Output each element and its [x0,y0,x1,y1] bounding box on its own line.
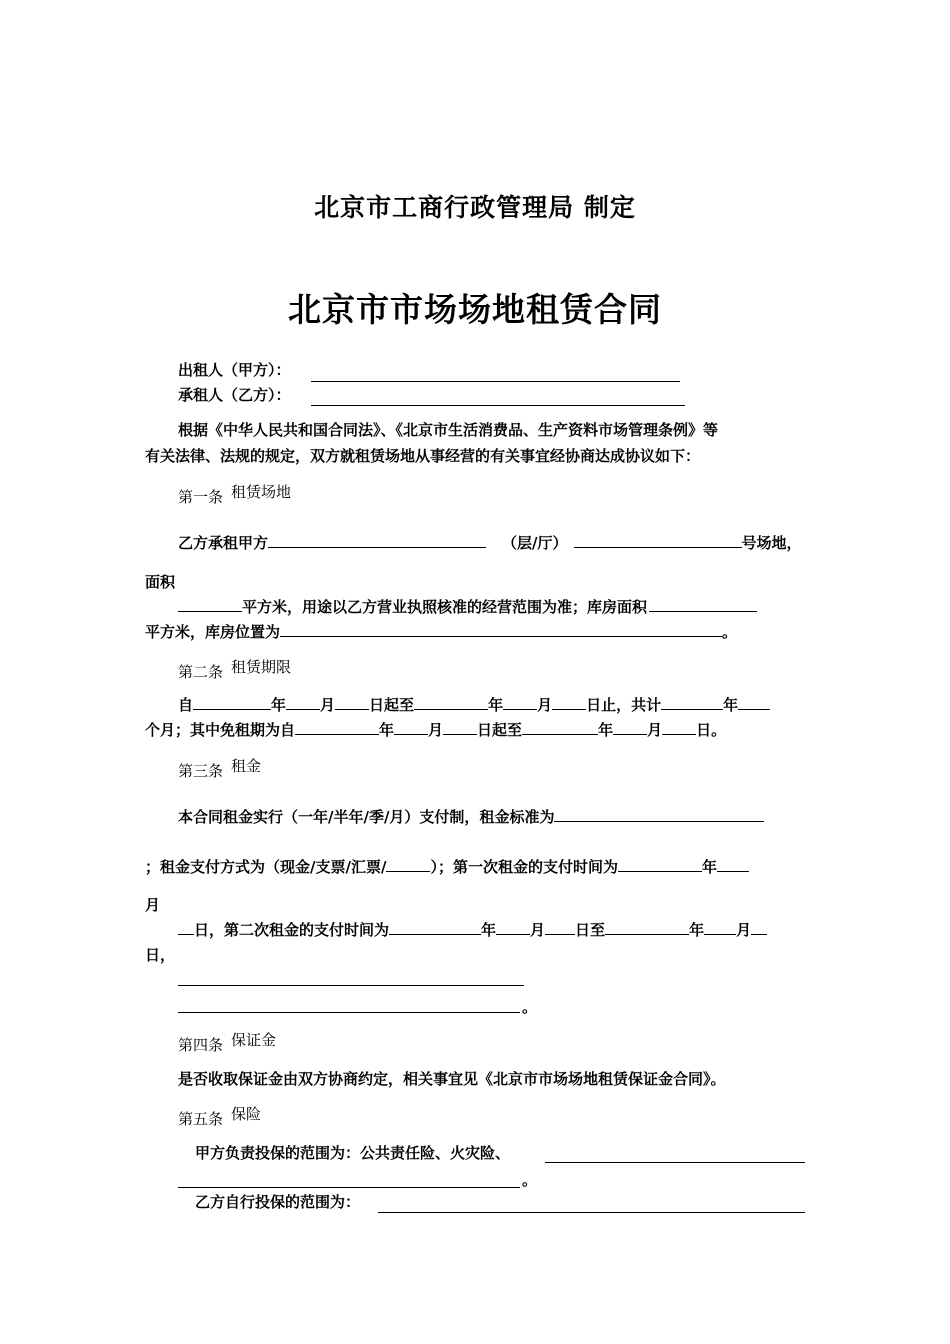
article-2-line-1: 自 年 月 日起至 年 月 日止，共计 年 [178,694,770,715]
article-3-blank-line[interactable] [178,985,524,986]
article-3-blank-line[interactable] [178,1012,520,1013]
article-3-line-5: 日， [145,946,176,964]
article-title: 租赁期限 [231,658,292,676]
article-3-line-2: ；租金支付方式为（现金/支票/汇票/ ）；第一次租金的支付时间为 年 [145,856,749,877]
intro-line-1: 根据《中华人民共和国合同法》、《北京市生活消费品、生产资料市场管理条例》等 [178,421,719,439]
article-3-line-4: 日，第二次租金的支付时间为 年 月 日至 年 月 [178,919,767,940]
article-title: 保险 [231,1105,262,1123]
floor-blank[interactable] [574,533,742,548]
party-a-insurance-blank[interactable] [545,1162,805,1163]
rent-standard-blank[interactable] [554,807,764,822]
party-b-insurance-blank[interactable] [378,1212,805,1213]
article-1-line-3: 平方米，用途以乙方营业执照核准的经营范围为准；库房面积 [178,596,757,617]
article-1-line-1: 乙方承租甲方 （层/厅） 号场地， [178,534,802,552]
lessee-blank[interactable] [311,405,685,406]
article-title: 租赁场地 [231,483,292,501]
article-5-end-mark: 。 [522,1171,538,1189]
article-1-line-2: 面积 [145,573,176,591]
article-number: 第四条 [178,1036,224,1054]
page-title: 北京市市场场地租赁合同 [288,290,662,329]
lessee-label: 承租人（乙方）： [178,386,291,404]
article-3-end-mark: 。 [522,998,538,1016]
article-4-heading [178,1031,277,1055]
article-1-line-4: 平方米，库房位置为 。 [145,623,738,641]
article-4-line-1: 是否收取保证金由双方协商约定，相关事宜见《北京市市场场地租赁保证金合同》。 [178,1070,726,1088]
article-3-line-3: 月 [145,896,161,914]
article-5-line-3: 乙方自行投保的范围为： [195,1193,361,1211]
venue-blank[interactable] [268,533,486,548]
article-1-heading [178,483,292,507]
lessor-blank[interactable] [311,381,680,382]
warehouse-location-blank[interactable] [280,622,722,637]
article-2-line-2: 个月；其中免租期为自 年 月 日起至 年 月 日。 [145,721,727,739]
warehouse-area-blank[interactable] [649,597,757,612]
lessor-label: 出租人（甲方）： [178,361,291,379]
article-3-line-1: 本合同租金实行（一年/半年/季/月）支付制，租金标准为 [178,806,764,827]
article-number: 第二条 [178,663,224,681]
article-number: 第一条 [178,488,224,506]
article-title: 租金 [231,757,262,775]
article-5-line-1: 甲方负责投保的范围为：公共责任险、火灾险、 [195,1144,511,1162]
area-blank[interactable] [178,597,242,612]
article-title: 保证金 [231,1031,277,1049]
article-3-heading [178,757,262,781]
party-a-insurance-blank-2[interactable] [178,1187,520,1188]
article-2-heading [178,658,292,682]
issuer-heading: 北京市工商行政管理局 制定 [314,193,636,222]
article-5-heading [178,1105,262,1129]
article-number: 第三条 [178,762,224,780]
article-number: 第五条 [178,1110,224,1128]
intro-line-2: 有关法律、法规的规定，双方就租赁场地从事经营的有关事宜经协商达成协议如下： [145,447,701,465]
